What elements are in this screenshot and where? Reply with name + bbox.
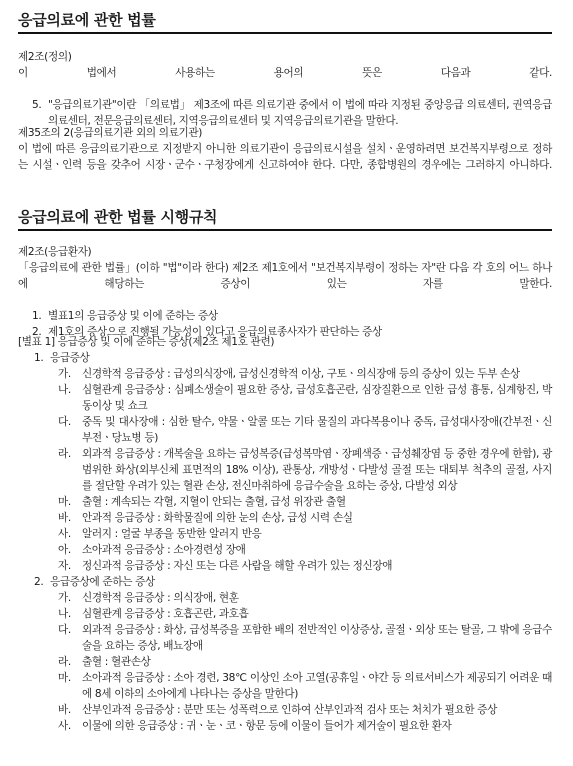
list-number: 바. [58, 704, 71, 716]
list-text: "응급의료기관"이란 「의료법」 제3조에 따른 의료기관 중에서 이 법에 따라 지정된 중앙응급 의료센터, 권역응급의료센터, 전문응급의료센터, 지역응급의료센터 및 지역응급의료기관을 말한다. [48, 99, 552, 127]
list-text: 소아과적 응급증상 : 소아경련성 장애 [82, 544, 246, 556]
list-item [58, 606, 552, 622]
list-item [58, 494, 552, 510]
list-number: 마. [58, 672, 71, 684]
list-number: 마. [58, 496, 71, 508]
annex-group-2 [34, 574, 552, 590]
list-item [58, 590, 552, 606]
law-art2-intro: 이 법에서 사용하는 용어의 뜻은 다음과 같다. [18, 67, 552, 79]
list-text: 신경학적 응급증상 : 급성의식장애, 급성신경학적 이상, 구토ㆍ의식장애 등의 증상이 있는 두부 손상 [82, 368, 520, 380]
list-text: 출혈 : 혈관손상 [82, 656, 151, 668]
list-number: 라. [58, 448, 71, 460]
rule-art2 [18, 244, 552, 340]
list-text: 출혈 : 계속되는 각혈, 지혈이 안되는 출혈, 급성 위장관 출혈 [82, 496, 346, 508]
list-item [58, 382, 552, 414]
list-number: 나. [58, 384, 71, 396]
list-number: 1. [32, 310, 42, 322]
list-item [58, 654, 552, 670]
list-number: 사. [58, 720, 71, 732]
law-art2-title: 제2조(정의) [18, 51, 72, 63]
list-item [58, 526, 552, 542]
list-number: 2. [34, 576, 44, 588]
annex-1 [18, 334, 552, 734]
rule-title-rule [18, 229, 552, 231]
list-item [58, 510, 552, 526]
list-item [58, 718, 552, 734]
list-number: 나. [58, 608, 71, 620]
annex-group-1 [34, 350, 552, 366]
list-number: 5. [32, 99, 42, 111]
law-art35-2-title: 제35조의 2(응급의료기관 외의 의료기관) [18, 127, 203, 139]
law-title: 응급의료에 관한 법률 [18, 11, 156, 29]
list-item [58, 558, 552, 574]
list-text: 산부인과적 응급증상 : 분만 또는 성폭력으로 인하여 산부인과적 검사 또는 처치가 필요한 증상 [82, 704, 498, 716]
rule-title: 응급의료에 관한 법률 시행규칙 [18, 208, 218, 226]
list-text: 안과적 응급증상 : 화학물질에 의한 눈의 손상, 급성 시력 손실 [82, 512, 353, 524]
list-number: 다. [58, 416, 71, 428]
list-text: 알러지 : 얼굴 부종을 동반한 알러지 반응 [82, 528, 262, 540]
law-title-rule [18, 32, 552, 34]
list-item [32, 308, 552, 324]
list-text: 별표1의 응급증상 및 이에 준하는 증상 [48, 310, 218, 322]
law-art35-2-text: 이 법에 따른 응급의료기관으로 지정받지 아니한 의료기관이 응급의료시설을 설치ㆍ운영하려면 보건복지부령으로 정하는 시설ㆍ인력 등을 갖추어 시장ㆍ군수ㆍ구청장에게 신고하여야 한다. 다만, 종합병원의 경우에는 그러하지 아니하다. [18, 143, 552, 171]
list-number: 다. [58, 624, 71, 636]
list-text: 이물에 의한 응급증상 : 귀ㆍ눈ㆍ코ㆍ항문 등에 이물이 들어가 제거술이 필요한 환자 [82, 720, 452, 732]
list-number: 가. [58, 592, 71, 604]
law-art2 [18, 49, 552, 129]
list-number: 자. [58, 560, 71, 572]
list-item [58, 414, 552, 446]
list-number: 사. [58, 528, 71, 540]
list-item [58, 670, 552, 702]
group-label: 응급증상에 준하는 증상 [50, 576, 155, 588]
list-text: 심혈관계 응급증상 : 심폐소생술이 필요한 증상, 급성호흡곤란, 심장질환으로 인한 급성 흉통, 심계항진, 박동이상 및 쇼크 [82, 384, 552, 412]
list-item [58, 622, 552, 654]
list-text: 외과적 응급증상 : 화상, 급성복증을 포함한 배의 전반적인 이상증상, 골절ㆍ외상 또는 탈골, 그 밖에 응급수술을 요하는 증상, 배뇨장애 [82, 624, 552, 652]
law-art35-2 [18, 125, 552, 189]
list-text: 제1호의 증상으로 진행될 가능성이 있다고 응급의료종사자가 판단하는 증상 [48, 326, 382, 338]
group-label: 응급증상 [50, 352, 90, 364]
list-text: 심혈관계 응급증상 : 호흡곤란, 과호흡 [82, 608, 249, 620]
rule-art2-title: 제2조(응급환자) [18, 246, 92, 258]
list-text: 외과적 응급증상 : 개복술을 요하는 급성복증(급성복막염ㆍ장폐색증ㆍ급성췌장염 등 중한 경우에 한함), 광범위한 화상(외부신체 표면적의 18% 이상), 관통상, 개방성ㆍ다발성 골절 또는 대퇴부 척추의 골절, 사지를 절단할 우려가 있는 혈관 손상, 전신마취하에 응급수술을 요하는 증상, 다발성 외상 [82, 448, 552, 492]
list-number: 가. [58, 368, 71, 380]
list-number: 바. [58, 512, 71, 524]
annex-title: [별표 1] 응급증상 및 이에 준하는 증상(제2조 제1호 관련) [18, 336, 275, 348]
rule-art2-intro: 「응급의료에 관한 법률」(이하 "법"이라 한다) 제2조 제1호에서 "보건복지부령이 정하는 자"란 다음 각 호의 어느 하나에 해당하는 증상이 있는 자를 말한다. [18, 262, 552, 290]
list-text: 신경학적 응급증상 : 의식장애, 현훈 [82, 592, 239, 604]
list-item [58, 542, 552, 558]
list-item [58, 446, 552, 494]
list-number: 1. [34, 352, 44, 364]
list-text: 중독 및 대사장애 : 심한 탈수, 약물ㆍ알콜 또는 기타 물질의 과다복용이나 중독, 급성대사장애(간부전ㆍ신부전ㆍ당뇨병 등) [82, 416, 552, 444]
list-text: 정신과적 응급증상 : 자신 또는 다른 사람을 해할 우려가 있는 정신장애 [82, 560, 393, 572]
list-number: 라. [58, 656, 71, 668]
list-item [58, 702, 552, 718]
list-number: 2. [32, 326, 42, 338]
list-item [58, 366, 552, 382]
list-number: 아. [58, 544, 71, 556]
list-text: 소아과적 응급증상 : 소아 경련, 38℃ 이상인 소아 고열(공휴일ㆍ야간 등 의료서비스가 제공되기 어려운 때에 8세 이하의 소아에게 나타나는 증상을 말한다) [82, 672, 552, 700]
